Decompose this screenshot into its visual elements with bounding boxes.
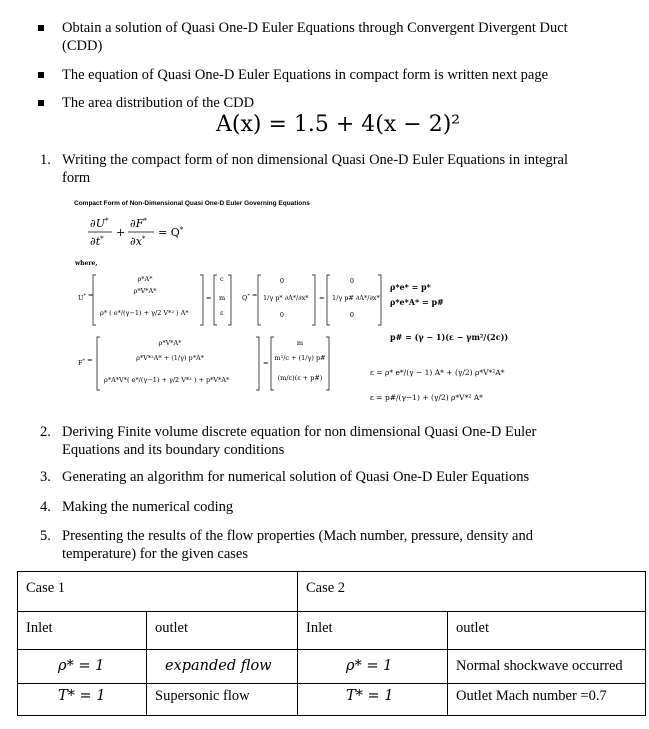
q-vector bbox=[242, 275, 381, 325]
figure-caption: Compact Form of Non-Dimensional Quasi One-D Euler Governing Equations bbox=[74, 200, 310, 207]
numbered-item-number: 2. bbox=[40, 424, 51, 440]
svg-text:ρ* ( e*/(γ−1) + γ/2 V*² ) A*: ρ* ( e*/(γ−1) + γ/2 V*² ) A* bbox=[100, 309, 189, 317]
svg-text:U* =: U* = bbox=[78, 291, 94, 302]
svg-text:ρ*e*A* = p#: ρ*e*A* = p# bbox=[390, 297, 444, 307]
svg-text:ε = p#/(γ−1) + (γ/2) ρ*V*² A*: ε = p#/(γ−1) + (γ/2) ρ*V*² A* bbox=[370, 393, 483, 402]
table-cell: ρ* = 1 bbox=[298, 650, 448, 684]
state-relations bbox=[370, 282, 508, 402]
bullet-text: The area distribution of the CDD bbox=[62, 95, 255, 111]
svg-text:ρ*V*²A* + (1/γ) p*A*: ρ*V*²A* + (1/γ) p*A* bbox=[136, 354, 204, 362]
numbered-item-text: Generating an algorithm for numerical solution of Quasi One-D Euler Equations bbox=[62, 469, 530, 485]
svg-text:0: 0 bbox=[279, 277, 285, 285]
bullet-text: The equation of Quasi One-D Euler Equations in compact form is written next page bbox=[62, 67, 549, 83]
case-2-header: Case 2 bbox=[298, 572, 646, 612]
table-cell: Supersonic flow bbox=[147, 684, 298, 716]
bullet-text: Obtain a solution of Quasi One-D Euler Equations through Convergent Divergent Duct bbox=[62, 20, 568, 36]
where-label: where, bbox=[75, 260, 98, 267]
table-header-cell: Inlet bbox=[18, 612, 147, 650]
table-cell: Outlet Mach number =0.7 bbox=[448, 684, 646, 716]
u-vector bbox=[78, 275, 231, 325]
svg-text:∂t*: ∂t* bbox=[90, 235, 104, 248]
cases-table bbox=[17, 571, 646, 716]
numbered-item-text-continuation: form bbox=[62, 170, 91, 186]
table-header-cell: outlet bbox=[448, 612, 646, 650]
f-vector bbox=[78, 337, 329, 390]
svg-text:1/γ p* ∂A*/∂x*: 1/γ p* ∂A*/∂x* bbox=[263, 294, 309, 302]
table-row bbox=[18, 650, 646, 684]
svg-text:ρ*A*: ρ*A* bbox=[137, 275, 153, 283]
svg-text:0: 0 bbox=[349, 311, 355, 319]
case-1-header: Case 1 bbox=[18, 572, 298, 612]
svg-text:ρ*V*A*: ρ*V*A* bbox=[133, 287, 157, 295]
area-distribution-formula: A(x) = 1.5 + 4(x − 2)² bbox=[216, 112, 461, 137]
svg-text:m: m bbox=[219, 294, 226, 302]
svg-text:c: c bbox=[220, 275, 224, 283]
table-header-cell: outlet bbox=[147, 612, 298, 650]
svg-text:F* =: F* = bbox=[78, 356, 93, 367]
numbered-item-number: 1. bbox=[40, 152, 51, 168]
bullet-marker bbox=[38, 72, 44, 78]
svg-text:ε: ε bbox=[220, 309, 224, 317]
svg-text:=: = bbox=[206, 294, 212, 302]
numbered-item-text: Making the numerical coding bbox=[62, 499, 234, 515]
governing-equations-figure bbox=[60, 215, 560, 420]
svg-text:ρ*V*A*: ρ*V*A* bbox=[158, 339, 182, 347]
numbered-item-text: Writing the compact form of non dimensional Quasi One-D Euler Equations in integral bbox=[62, 152, 568, 168]
bullet-marker bbox=[38, 100, 44, 106]
svg-text:= Q*: = Q* bbox=[158, 226, 184, 239]
bullet-marker bbox=[38, 25, 44, 31]
svg-text:Q* =: Q* = bbox=[242, 291, 258, 302]
svg-text:∂U*: ∂U* bbox=[90, 217, 109, 230]
svg-text:0: 0 bbox=[279, 311, 285, 319]
numbered-item-text-continuation: Equations and its boundary conditions bbox=[62, 442, 285, 458]
svg-text:0: 0 bbox=[349, 277, 355, 285]
svg-text:∂x*: ∂x* bbox=[130, 235, 146, 248]
table-row bbox=[18, 612, 646, 650]
table-cell: ρ* = 1 bbox=[18, 650, 147, 684]
numbered-item-text-continuation: temperature) for the given cases bbox=[62, 546, 248, 562]
main-equation bbox=[88, 217, 184, 248]
svg-text:=: = bbox=[319, 294, 325, 302]
bullet-text-continuation: (CDD) bbox=[62, 38, 103, 54]
svg-text:1/γ p# ∂A*/∂x*: 1/γ p# ∂A*/∂x* bbox=[332, 294, 380, 302]
table-cell: Normal shockwave occurred bbox=[448, 650, 646, 684]
svg-text:m: m bbox=[296, 339, 304, 347]
svg-text:ε = ρ* e*/(γ − 1) A* + (γ/2) ρ: ε = ρ* e*/(γ − 1) A* + (γ/2) ρ*V*²A* bbox=[370, 368, 505, 377]
numbered-item-number: 3. bbox=[40, 469, 51, 485]
table-row bbox=[18, 572, 646, 612]
svg-text:ρ*e* = p*: ρ*e* = p* bbox=[390, 282, 431, 292]
svg-text:(m/c)(ε + p#): (m/c)(ε + p#) bbox=[277, 374, 323, 382]
svg-text:ρ*A*V*( e*/(γ−1) + γ/2 V*² ) +: ρ*A*V*( e*/(γ−1) + γ/2 V*² ) + p*V*A* bbox=[104, 376, 230, 384]
numbered-item-text: Presenting the results of the flow properties (Mach number, pressure, density and bbox=[62, 528, 533, 544]
numbered-item-number: 5. bbox=[40, 528, 51, 544]
svg-text:m²/c + (1/γ) p#: m²/c + (1/γ) p# bbox=[274, 354, 326, 362]
numbered-item-number: 4. bbox=[40, 499, 51, 515]
table-cell: T* = 1 bbox=[18, 684, 147, 716]
svg-text:∂F*: ∂F* bbox=[130, 217, 147, 230]
table-cell: expanded flow bbox=[147, 650, 298, 684]
svg-text:p# = (γ − 1)(ε − γm²/(2c)): p# = (γ − 1)(ε − γm²/(2c)) bbox=[390, 332, 509, 342]
table-cell: T* = 1 bbox=[298, 684, 448, 716]
numbered-item-text: Deriving Finite volume discrete equation for non dimensional Quasi One-D Euler bbox=[62, 424, 537, 440]
table-header-cell: Inlet bbox=[298, 612, 448, 650]
svg-text:+: + bbox=[116, 226, 126, 239]
svg-text:=: = bbox=[263, 359, 269, 367]
table-row bbox=[18, 684, 646, 716]
